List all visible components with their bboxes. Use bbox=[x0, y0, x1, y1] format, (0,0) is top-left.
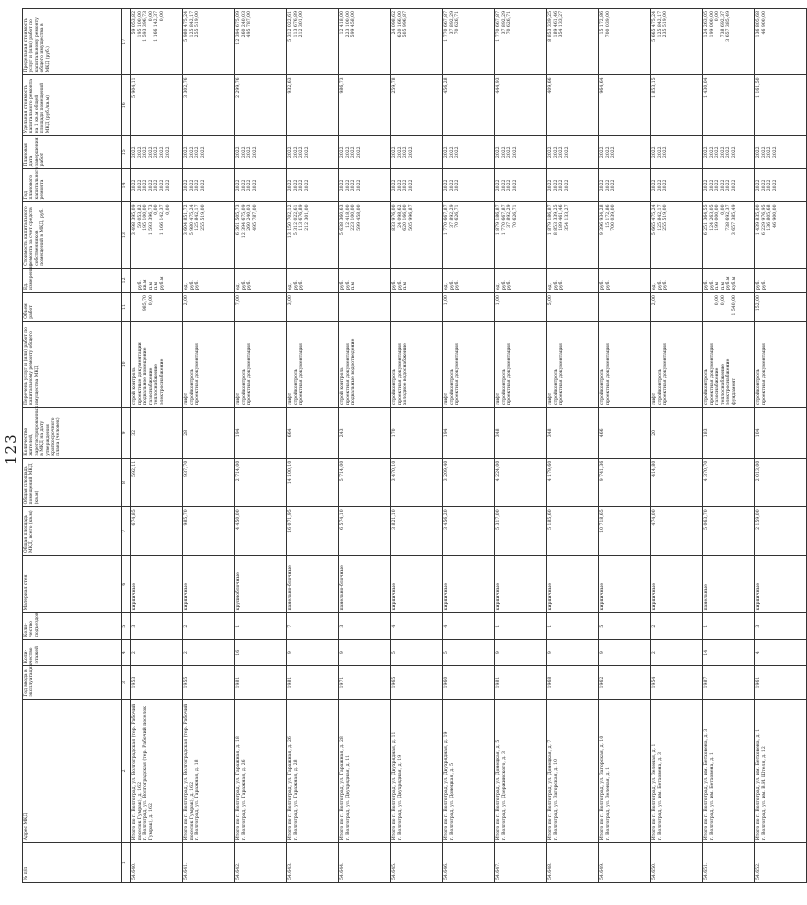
area-total-cell: 10 718,65 bbox=[599, 507, 651, 556]
cost-cell: 1 439 835,00 6 229 976,95 136 805,68 46 900,00 bbox=[755, 202, 807, 268]
works-list-cell: лифт стройконтроль проектная документация bbox=[495, 321, 547, 407]
works-list-cell: строй контроль проектные документации подвальное помещение газоснабжение теплоснабжение электроснабжение bbox=[131, 321, 183, 407]
address-cell: Итого по г. Волгоград, ул. Волгоградская (тер. Рабочий поселок Гумрак), д. 162 г. Волгоград, ул. Волгоградская (тер. Рабочий поселок Гумрак), д. 162 bbox=[131, 699, 183, 843]
wall-material-cell: кирпичные bbox=[547, 555, 599, 612]
unit-cell: руб. руб. п.м bbox=[391, 268, 443, 292]
volume-cell: 7,00 bbox=[235, 293, 287, 322]
unit-cell: руб. руб. п.м bbox=[339, 268, 391, 292]
header-cell: Коли-чество подъездов bbox=[23, 613, 122, 640]
row-number: 54.648. bbox=[547, 843, 599, 883]
floors-cell: 5 bbox=[443, 639, 495, 666]
header-cell: Плановая дата завершения работ bbox=[23, 136, 122, 169]
header-cell: Объем работ bbox=[23, 293, 122, 322]
wall-material-cell: кирпичные bbox=[183, 555, 235, 612]
plan-year-cell: 2022 2022 2022 2022 2022 2022 bbox=[703, 169, 755, 202]
unit-cost-cell: 3 302,76 bbox=[183, 75, 235, 136]
residents-cell: 194 bbox=[235, 407, 287, 458]
area-rooms-cell: 2 714,00 bbox=[235, 458, 287, 507]
row-number: 54.652. bbox=[755, 843, 807, 883]
address-cell: Итого по г. Волгоград, ул. им. Бетховена, д. 1 г. Волгоград, ул. им. В.И. Штеля, д. 12 bbox=[755, 699, 807, 843]
table-row bbox=[391, 9, 443, 883]
table-row bbox=[651, 9, 703, 883]
residents-cell: 664 bbox=[287, 407, 339, 458]
table-row bbox=[599, 9, 651, 883]
plan-year-cell: 2022 2022 2022 2022 bbox=[495, 169, 547, 202]
plan-year-cell: 2022 2022 2022 2022 2022 2022 2022 bbox=[131, 169, 183, 202]
volume-cell: 2,00 bbox=[651, 293, 703, 322]
floors-cell: 2 bbox=[183, 639, 235, 666]
table-row bbox=[287, 9, 339, 883]
column-number: 5 bbox=[122, 613, 131, 640]
entrances-cell: 3 bbox=[339, 613, 391, 640]
limit-cost-cell: 124 263,05 199 000,00 0,00 738 692,37 3 657 385,49 bbox=[703, 9, 755, 75]
wall-material-cell: кирпичные bbox=[391, 555, 443, 612]
column-number: 8 bbox=[122, 458, 131, 507]
address-cell: Итого по г. Волгоград, ул. Загорская, д. 10 г. Волгоград, ул. Зеленая, д. 1 bbox=[599, 699, 651, 843]
header-row bbox=[23, 9, 122, 883]
column-number: 12 bbox=[122, 268, 131, 292]
unit-cell: ед. руб. руб. bbox=[651, 268, 703, 292]
header-cell: Перечень услуг и (или) работ по капитальному ремонту общего имущества МКД bbox=[23, 321, 122, 407]
floors-cell: 9 bbox=[547, 639, 599, 666]
floors-cell: 16 bbox=[235, 639, 287, 666]
unit-cost-cell: 5 904,11 bbox=[131, 75, 183, 136]
table-row bbox=[703, 9, 755, 883]
entrances-cell: 1 bbox=[703, 613, 755, 640]
entrances-cell: 2 bbox=[183, 613, 235, 640]
year-cell: 1968 bbox=[547, 666, 599, 699]
address-cell: Итого по г. Волгоград, ул. Зеленая, д. 1 г. Волгоград, ул. им. Бетховена, д. 3 bbox=[651, 699, 703, 843]
table-row bbox=[547, 9, 599, 883]
plan-year-cell: 2022 2022 2022 2022 bbox=[287, 169, 339, 202]
cost-cell: 833 976,00 24 098,62 620 166,00 505 996,87 bbox=[391, 202, 443, 268]
year-cell: 1987 bbox=[703, 666, 755, 699]
plan-year-cell: 2022 2022 2022 bbox=[599, 169, 651, 202]
volume-cell bbox=[339, 293, 391, 322]
volume-cell: 0,00 0,00 1 540,00 bbox=[703, 293, 755, 322]
cost-cell: 6 361 505,73 12 394 675,09 260 240,03 495 787,00 bbox=[235, 202, 287, 268]
volume-cell: 152,00 bbox=[755, 293, 807, 322]
volume-cell: 5,00 bbox=[547, 293, 599, 322]
plan-year-cell: 2022 2022 2022 2022 bbox=[391, 169, 443, 202]
page-number: 123 bbox=[2, 433, 20, 465]
column-number: 2 bbox=[122, 699, 131, 843]
year-cell: 1981 bbox=[235, 666, 287, 699]
end-date-cell: 2022 2022 2022 2022 2022 2022 bbox=[703, 136, 755, 169]
wall-material-cell: кирпичные bbox=[443, 555, 495, 612]
plan-year-cell: 2022 2022 2022 2022 bbox=[183, 169, 235, 202]
entrances-cell: 7 bbox=[287, 613, 339, 640]
column-number-row bbox=[122, 9, 131, 883]
limit-cost-cell: 24 098,62 620 166,00 505 996,87 bbox=[391, 9, 443, 75]
entrances-cell: 3 bbox=[131, 613, 183, 640]
cost-cell: 5 665 475,24 125 842,17 255 519,00 bbox=[651, 202, 703, 268]
cost-cell: 3 604 851,72 5 980 475,24 125 842,17 255 519,00 bbox=[183, 202, 235, 268]
area-total-cell: 5 063,70 bbox=[703, 507, 755, 556]
column-number: 9 bbox=[122, 407, 131, 458]
works-list-cell: строй контроль проектная документация подвальные водоотведение bbox=[339, 321, 391, 407]
unit-cost-cell: 259,78 bbox=[391, 75, 443, 136]
unit-cost-cell: 444,93 bbox=[495, 75, 547, 136]
wall-material-cell: кирпичные bbox=[131, 555, 183, 612]
row-number: 54.643. bbox=[287, 843, 339, 883]
area-rooms-cell: 3 470,10 bbox=[391, 458, 443, 507]
year-cell: 1953 bbox=[131, 666, 183, 699]
entrances-cell: 3 bbox=[755, 613, 807, 640]
end-date-cell: 2022 2022 2022 2022 bbox=[547, 136, 599, 169]
year-cell: 1965 bbox=[391, 666, 443, 699]
area-total-cell: 6 574,10 bbox=[339, 507, 391, 556]
table-row bbox=[339, 9, 391, 883]
works-list-cell: лифт стройконтроль проектная документация bbox=[443, 321, 495, 407]
header-cell: Стоимость капитального ремонта за счет средств собственников помещений в МКД, руб. bbox=[23, 202, 122, 268]
column-number: 3 bbox=[122, 666, 131, 699]
residents-cell: 20 bbox=[651, 407, 703, 458]
header-cell: Ед. измерения bbox=[23, 268, 122, 292]
end-date-cell: 2022 2022 2022 bbox=[599, 136, 651, 169]
floors-cell: 9 bbox=[287, 639, 339, 666]
cost-cell: 3 498 395,09 59 053,82 195 100,00 1 593 396,73 0,00 1 166 142,37 0,00 bbox=[131, 202, 183, 268]
address-cell: Итого по г. Волгоград, ул. Донецкая, д. 5 г. Волгоград, ул. Дзержинского, д. 3 bbox=[495, 699, 547, 843]
wall-material-cell: панельные bbox=[703, 555, 755, 612]
unit-cost-cell: 1 853,15 bbox=[651, 75, 703, 136]
row-number: 54.649. bbox=[599, 843, 651, 883]
header-cell: Общая площадь МКД, всего (кв.м) bbox=[23, 507, 122, 556]
residents-cell: 183 bbox=[703, 407, 755, 458]
column-number: 11 bbox=[122, 293, 131, 322]
header-cell: Общая площадь помещений МКД (кв.м) bbox=[23, 458, 122, 507]
unit-cost-cell: 964,64 bbox=[599, 75, 651, 136]
limit-cost-cell: 12 394 675,09 260 240,03 495 787,00 bbox=[235, 9, 287, 75]
end-date-cell: 2022 2022 2022 2022 bbox=[755, 136, 807, 169]
end-date-cell: 2022 2022 2022 2022 bbox=[183, 136, 235, 169]
residents-cell: 243 bbox=[339, 407, 391, 458]
residents-cell: 348 bbox=[547, 407, 599, 458]
wall-material-cell: крупноблочные bbox=[235, 555, 287, 612]
works-list-cell: стройконтроль проектная документация bbox=[599, 321, 651, 407]
cost-cell: 6 251 364,55 124 263,05 199 000,00 0,00 738 692,37 3 657 385,49 bbox=[703, 202, 755, 268]
wall-material-cell: панельно-блочные bbox=[339, 555, 391, 612]
area-total-cell: 3 821,10 bbox=[391, 507, 443, 556]
column-number: 15 bbox=[122, 136, 131, 169]
header-cell: Год планового капитального ремонта bbox=[23, 169, 122, 202]
cost-cell: 1 879 186,87 8 853 339,25 189 461,46 354 133,27 bbox=[547, 202, 599, 268]
row-number: 54.650. bbox=[651, 843, 703, 883]
column-number: 6 bbox=[122, 555, 131, 612]
address-cell: Итого по г. Волгоград, ул. Двухрядная, д. 19 г. Волгоград, ул. Донецкая, д. 5 bbox=[443, 699, 495, 843]
area-rooms-cell: 4 370,70 bbox=[703, 458, 755, 507]
row-number: 54.640. bbox=[131, 843, 183, 883]
unit-cost-cell: 409,66 bbox=[547, 75, 599, 136]
limit-cost-cell: 1 770 667,87 37 892,29 70 626,71 bbox=[495, 9, 547, 75]
table-row bbox=[443, 9, 495, 883]
volume-cell: 3,00 bbox=[287, 293, 339, 322]
area-total-cell: 2 159,00 bbox=[755, 507, 807, 556]
works-list-cell: лифт стройконтроль проектная документация bbox=[183, 321, 235, 407]
residents-cell: 104 bbox=[755, 407, 807, 458]
plan-year-cell: 2022 2022 2022 2022 bbox=[755, 169, 807, 202]
row-number: 54.641. bbox=[183, 843, 235, 883]
limit-cost-cell: 15 172,86 700 039,00 bbox=[599, 9, 651, 75]
cost-cell: 9 396 934,28 15 172,86 700 039,00 bbox=[599, 202, 651, 268]
address-cell: Итого по г. Волгоград, ул. Гаражная, д. 26 г. Волгоград, ул. Гаражная, д. 28 bbox=[287, 699, 339, 843]
floors-cell: 2 bbox=[131, 639, 183, 666]
area-total-cell: 474,00 bbox=[651, 507, 703, 556]
header-cell: № п/п bbox=[23, 843, 122, 883]
row-number: 54.644. bbox=[339, 843, 391, 883]
address-cell: Итого по г. Волгоград, ул. Волгоградская (тер. Рабочий поселок Гумрак), д. 162 г. Волгоград, ул. Гаражная, д. 18 bbox=[183, 699, 235, 843]
works-list-cell: лифт стройконтроль проектная документация bbox=[287, 321, 339, 407]
column-number: 14 bbox=[122, 169, 131, 202]
limit-cost-cell: 5 980 475,24 125 842,17 255 519,00 bbox=[183, 9, 235, 75]
row-number: 54.646. bbox=[443, 843, 495, 883]
area-rooms-cell: 5 714,00 bbox=[339, 458, 391, 507]
header-cell: Материал стен bbox=[23, 555, 122, 612]
plan-year-cell: 2022 2022 2022 2022 bbox=[235, 169, 287, 202]
unit-cell: руб. руб. п.м п.м руб.м куб.м bbox=[703, 268, 755, 292]
wall-material-cell: кирпичные bbox=[651, 555, 703, 612]
area-total-cell: 16 071,95 bbox=[287, 507, 339, 556]
unit-cost-cell: 932,63 bbox=[287, 75, 339, 136]
volume-cell bbox=[391, 293, 443, 322]
plan-year-cell: 2022 2022 2022 bbox=[651, 169, 703, 202]
year-cell: 1981 bbox=[495, 666, 547, 699]
area-rooms-cell: 4 224,00 bbox=[495, 458, 547, 507]
end-date-cell: 2022 2022 2022 2022 bbox=[391, 136, 443, 169]
year-cell: 1955 bbox=[183, 666, 235, 699]
area-total-cell: 674,85 bbox=[131, 507, 183, 556]
area-rooms-cell: 937,70 bbox=[183, 458, 235, 507]
row-number: 54.647. bbox=[495, 843, 547, 883]
residents-cell: 348 bbox=[495, 407, 547, 458]
area-rooms-cell: 592,11 bbox=[131, 458, 183, 507]
table-row bbox=[183, 9, 235, 883]
unit-cell: ед. руб. руб. bbox=[235, 268, 287, 292]
wall-material-cell: кирпичные bbox=[755, 555, 807, 612]
entrances-cell: 1 bbox=[235, 613, 287, 640]
unit-cell: ед. руб. руб. bbox=[443, 268, 495, 292]
works-list-cell: стройконтроль проектная документация bbox=[755, 321, 807, 407]
area-rooms-cell: 414,80 bbox=[651, 458, 703, 507]
header-cell: Год ввода в эксплуатацию bbox=[23, 666, 122, 699]
works-list-cell: лифт стройконтроль проектная документация bbox=[547, 321, 599, 407]
volume-cell: 1,00 bbox=[443, 293, 495, 322]
column-number: 13 bbox=[122, 202, 131, 268]
end-date-cell: 2022 2022 2022 2022 2022 2022 2022 bbox=[131, 136, 183, 169]
unit-cell: руб. руб. bbox=[755, 268, 807, 292]
limit-cost-cell: 8 853 339,25 189 461,46 354 133,27 bbox=[547, 9, 599, 75]
address-cell: Итого по г. Волгоград, ул. им. Бетховена, д. 3 г. Волгоград, ул. им. Бетховена, д. 1 bbox=[703, 699, 755, 843]
floors-cell: 4 bbox=[755, 639, 807, 666]
column-number: 7 bbox=[122, 507, 131, 556]
unit-cell: ед. руб. руб. bbox=[183, 268, 235, 292]
row-number: 54.642. bbox=[235, 843, 287, 883]
floors-cell: 9 bbox=[339, 639, 391, 666]
wall-material-cell: панельно-блочные bbox=[287, 555, 339, 612]
unit-cell: ед. руб. руб. bbox=[495, 268, 547, 292]
residents-cell: 170 bbox=[391, 407, 443, 458]
floors-cell: 9 bbox=[599, 639, 651, 666]
works-list-cell: стройконтроль проектная документация газоснабжение теплоснабжение электроснабжение фундамент bbox=[703, 321, 755, 407]
residents-cell: 194 bbox=[443, 407, 495, 458]
area-total-cell: 5 317,00 bbox=[495, 507, 547, 556]
area-rooms-cell: 3 209,40 bbox=[443, 458, 495, 507]
year-cell: 1962 bbox=[599, 666, 651, 699]
header-cell: Адрес МКД bbox=[23, 699, 122, 843]
limit-cost-cell: 59 053,82 195 100,00 1 593 396,73 0,00 1 166 142,37 0,00 bbox=[131, 9, 183, 75]
limit-cost-cell: 1 770 667,87 37 892,29 70 626,71 bbox=[443, 9, 495, 75]
area-rooms-cell: 2 013,00 bbox=[755, 458, 807, 507]
column-number: 10 bbox=[122, 321, 131, 407]
entrances-cell: 4 bbox=[443, 613, 495, 640]
works-list-cell: стройконтроль проектная документация холодное водоснабжение bbox=[391, 321, 443, 407]
end-date-cell: 2022 2022 2022 bbox=[443, 136, 495, 169]
residents-cell: 32 bbox=[131, 407, 183, 458]
area-rooms-cell: 4 179,60 bbox=[547, 458, 599, 507]
floors-cell: 5 bbox=[391, 639, 443, 666]
limit-cost-cell: 136 805,68 46 900,00 bbox=[755, 9, 807, 75]
row-number: 54.645. bbox=[391, 843, 443, 883]
unit-cell: руб. руб. bbox=[599, 268, 651, 292]
cost-cell: 13 150 702,12 5 312 022,61 113 676,89 212 301,00 bbox=[287, 202, 339, 268]
works-list-cell: лифт стройконтроль проектная документация bbox=[235, 321, 287, 407]
end-date-cell: 2022 2022 2022 2022 bbox=[339, 136, 391, 169]
plan-year-cell: 2022 2022 2022 2022 bbox=[339, 169, 391, 202]
year-cell: 1960 bbox=[443, 666, 495, 699]
cost-cell: 5 638 360,63 12 418,00 223 100,00 599 458,00 bbox=[339, 202, 391, 268]
wall-material-cell: кирпичные bbox=[599, 555, 651, 612]
table-row bbox=[235, 9, 287, 883]
unit-cost-cell: 986,73 bbox=[339, 75, 391, 136]
wall-material-cell: кирпичные bbox=[495, 555, 547, 612]
end-date-cell: 2022 2022 2022 2022 bbox=[287, 136, 339, 169]
column-number: 16 bbox=[122, 75, 131, 136]
entrances-cell: 1 bbox=[495, 613, 547, 640]
unit-cost-cell: 2 299,76 bbox=[235, 75, 287, 136]
volume-cell bbox=[599, 293, 651, 322]
unit-cell: ед. руб. руб. bbox=[547, 268, 599, 292]
limit-cost-cell: 5 665 475,24 125 842,17 235 519,00 bbox=[651, 9, 703, 75]
year-cell: 1971 bbox=[339, 666, 391, 699]
table-row bbox=[131, 9, 183, 883]
header-cell: Количество жителей, зарегистрированных в МКД на дату утверждения краткосрочного плана (человек) bbox=[23, 407, 122, 458]
address-cell: Итого по г. Волгоград, ул. Двухрядная, д. 11 г. Волгоград, ул. Двухрядная, д. 19 bbox=[391, 699, 443, 843]
table-body bbox=[131, 9, 807, 883]
floors-cell: 2 bbox=[651, 639, 703, 666]
header-cell: Коли-чество этажей bbox=[23, 639, 122, 666]
year-cell: 1961 bbox=[755, 666, 807, 699]
works-list-cell: лифт стройконтроль проектная документация bbox=[651, 321, 703, 407]
column-number: 1 bbox=[122, 843, 131, 883]
address-cell: Итого по г. Волгоград, ул. Гаражная, д. 18 г. Волгоград, ул. Гаражная, д. 26 bbox=[235, 699, 287, 843]
address-cell: Итого по г. Волгоград, ул. Гаражная, д. 28 г. Волгоград, ул. Двухрядная, д. 11 bbox=[339, 699, 391, 843]
table-row bbox=[495, 9, 547, 883]
address-cell: Итого по г. Волгоград, ул. Донецкая, д. 7 г. Волгоград, ул. Загорская, д. 10 bbox=[547, 699, 599, 843]
volume-cell: 2,00 bbox=[183, 293, 235, 322]
limit-cost-cell: 5 312 022,61 113 676,89 212 301,00 bbox=[287, 9, 339, 75]
cost-cell: 1 879 186,87 1 770 667,87 37 892,29 70 626,71 bbox=[495, 202, 547, 268]
plan-year-cell: 2022 2022 2022 bbox=[443, 169, 495, 202]
entrances-cell: 5 bbox=[599, 613, 651, 640]
limit-cost-cell: 12 418,00 223 100,00 599 458,00 bbox=[339, 9, 391, 75]
column-number: 17 bbox=[122, 9, 131, 75]
capital-repair-table bbox=[22, 8, 807, 883]
area-rooms-cell: 14 100,10 bbox=[287, 458, 339, 507]
plan-year-cell: 2022 2022 2022 2022 bbox=[547, 169, 599, 202]
entrances-cell: 1 bbox=[547, 613, 599, 640]
year-cell: 1954 bbox=[651, 666, 703, 699]
area-rooms-cell: 9 741,36 bbox=[599, 458, 651, 507]
area-total-cell: 4 450,00 bbox=[235, 507, 287, 556]
unit-cell: руб. кв.м п.м п.м руб.м bbox=[131, 268, 183, 292]
year-cell: 1981 bbox=[287, 666, 339, 699]
row-number: 54.651. bbox=[703, 843, 755, 883]
end-date-cell: 2022 2022 2022 2022 bbox=[235, 136, 287, 169]
area-total-cell: 5 185,60 bbox=[547, 507, 599, 556]
header-cell: Удельная стоимость капитального ремонта на 1 кв.м общей площади помещений МКД (руб./кв.м) bbox=[23, 75, 122, 136]
table-row bbox=[755, 9, 807, 883]
floors-cell: 9 bbox=[495, 639, 547, 666]
volume-cell: 1,00 bbox=[495, 293, 547, 322]
residents-cell: 466 bbox=[599, 407, 651, 458]
end-date-cell: 2022 2022 2022 2022 bbox=[495, 136, 547, 169]
area-total-cell: 985,70 bbox=[183, 507, 235, 556]
area-total-cell: 3 456,20 bbox=[443, 507, 495, 556]
unit-cost-cell: 1 430,04 bbox=[703, 75, 755, 136]
header-cell: Предельная стоимость услуг и (или) работ по капитальному ремонту общего имущества в МКД (руб.) bbox=[23, 9, 122, 75]
column-number: 4 bbox=[122, 639, 131, 666]
volume-cell: 985,70 0,00 bbox=[131, 293, 183, 322]
unit-cost-cell: 456,28 bbox=[443, 75, 495, 136]
residents-cell: 28 bbox=[183, 407, 235, 458]
unit-cell: ед. руб. руб. bbox=[287, 268, 339, 292]
cost-cell: 1 770 667,87 37 892,29 70 626,71 bbox=[443, 202, 495, 268]
entrances-cell: 4 bbox=[391, 613, 443, 640]
end-date-cell: 2022 2022 2022 bbox=[651, 136, 703, 169]
floors-cell: 14 bbox=[703, 639, 755, 666]
entrances-cell: 2 bbox=[651, 613, 703, 640]
unit-cost-cell: 1 161,50 bbox=[755, 75, 807, 136]
